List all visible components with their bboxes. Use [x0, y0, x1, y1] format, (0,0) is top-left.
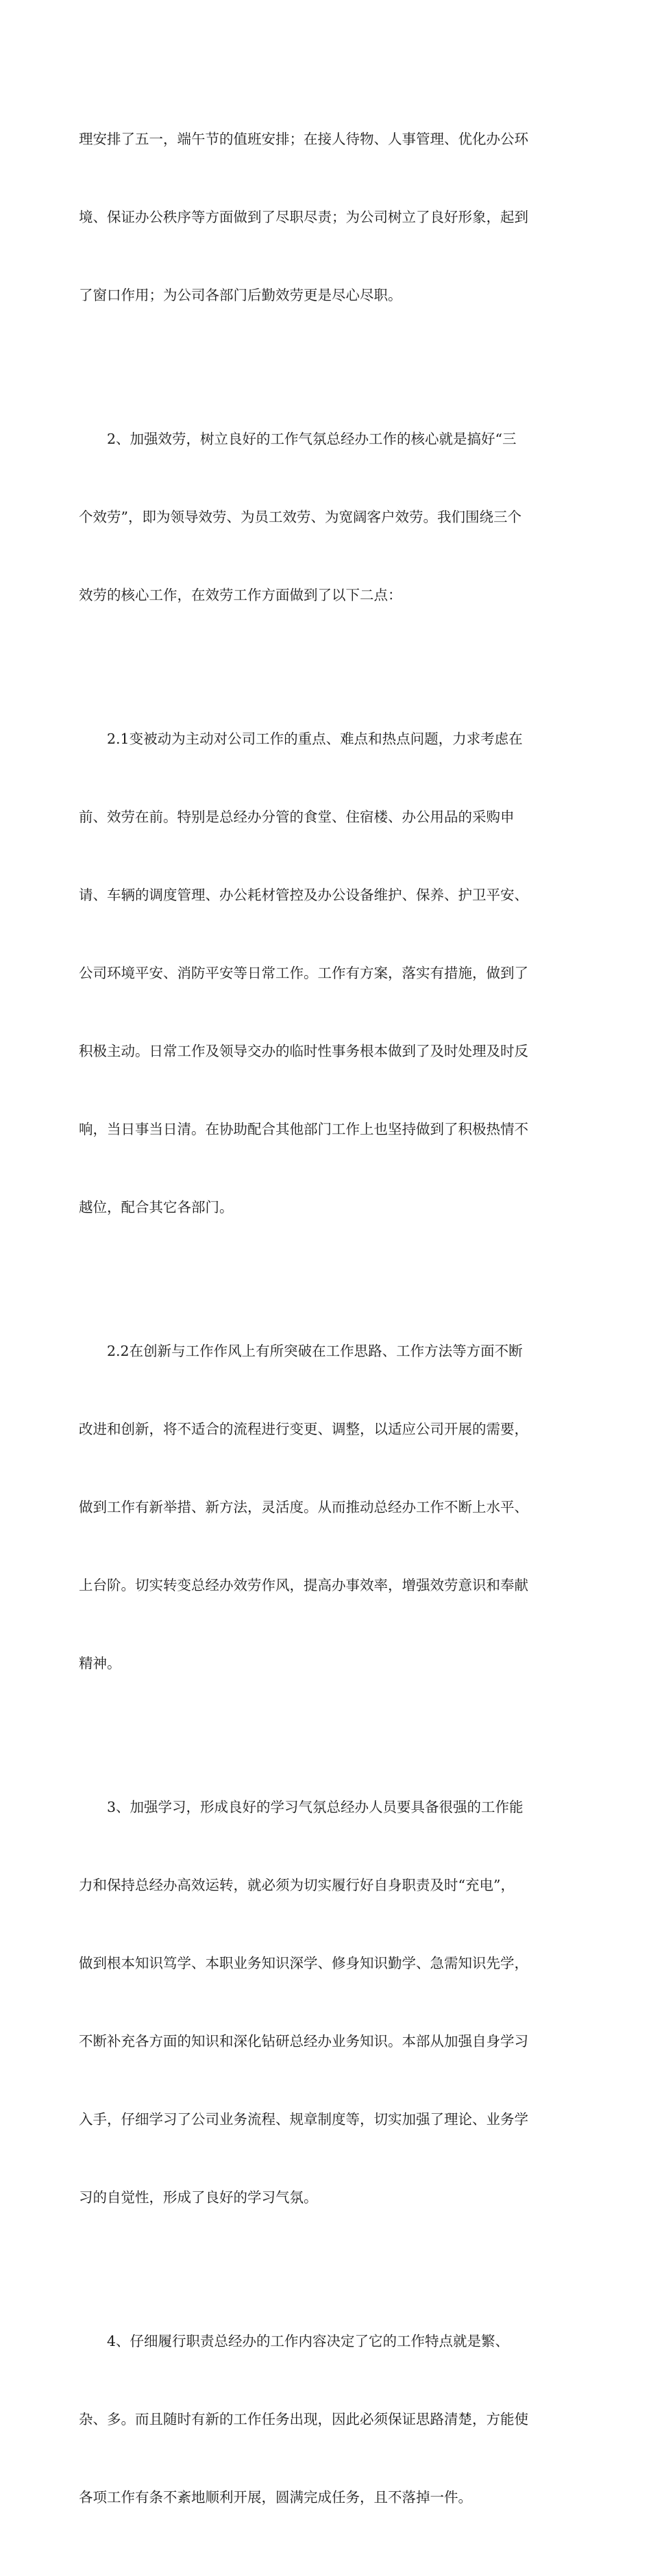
text-line: 4、仔细履行职责总经办的工作内容决定了它的工作特点就是繁、 [79, 2333, 510, 2349]
text-line: 了窗口作用；为公司各部门后勤效劳更是尽心尽职。 [79, 287, 402, 303]
paragraph-4 [79, 1286, 572, 1728]
text-line: 2.2在创新与工作作风上有所突破在工作思路、工作方法等方面不断 [79, 1343, 523, 1359]
text-line: 精神。 [79, 1655, 121, 1671]
text-line: 各项工作有条不紊地顺利开展，圆满完成任务，且不落掉一件。 [79, 2489, 472, 2505]
text-line: 效劳的核心工作，在效劳工作方面做到了以下二点： [79, 587, 402, 603]
text-line: 3、加强学习，形成良好的学习气氛总经办人员要具备很强的工作能 [79, 1799, 524, 1815]
document-body [79, 74, 572, 2576]
text-line: 上台阶。切实转变总经办效劳作风，提高办事效率，增强效劳意识和奉献 [79, 1577, 528, 1593]
text-line: 个效劳”，即为领导效劳、为员工效劳、为宽阔客户效劳。我们围绕三个 [79, 509, 521, 525]
text-line: 公司环境平安、消防平安等日常工作。工作有方案，落实有措施，做到了 [79, 965, 528, 981]
text-line: 杂、多。而且随时有新的工作任务出现，因此必须保证思路清楚，方能使 [79, 2411, 528, 2427]
text-line: 做到工作有新举措、新方法，灵活度。从而推动总经办工作不断上水平、 [79, 1499, 528, 1515]
text-line: 力和保持总经办高效运转，就必须为切实履行好自身职责及时“充电”， [79, 1877, 515, 1893]
text-line: 不断补充各方面的知识和深化钻研总经办业务知识。本部从加强自身学习 [79, 2033, 528, 2049]
paragraph-2 [79, 374, 572, 660]
text-line: 习的自觉性，形成了良好的学习气氛。 [79, 2189, 318, 2206]
paragraph-1 [79, 74, 572, 360]
paragraph-5 [79, 1742, 572, 2262]
text-line: 响，当日事当日清。在协助配合其他部门工作上也坚持做到了积极热情不 [79, 1121, 528, 1137]
text-line: 做到根本知识笃学、本职业务知识深学、修身知识勤学、急需知识先学， [79, 1955, 528, 1971]
text-line: 2.1变被动为主动对公司工作的重点、难点和热点问题，力求考虑在 [79, 731, 523, 747]
text-line: 改进和创新，将不适合的流程进行变更、调整，以适应公司开展的需要， [79, 1421, 528, 1437]
paragraph-3 [79, 674, 572, 1272]
text-line: 入手，仔细学习了公司业务流程、规章制度等，切实加强了理论、业务学 [79, 2111, 528, 2127]
text-line: 理安排了五一，端午节的值班安排；在接人待物、人事管理、优化办公环 [79, 131, 528, 147]
text-line: 2、加强效劳，树立良好的工作气氛总经办工作的核心就是搞好“三 [79, 431, 517, 447]
text-line: 境、保证办公秩序等方面做到了尽职尽责；为公司树立了良好形象，起到 [79, 209, 528, 225]
text-line: 积极主动。日常工作及领导交办的临时性事务根本做到了及时处理及时反 [79, 1043, 528, 1059]
paragraph-6 [79, 2276, 572, 2562]
text-line: 越位，配合其它各部门。 [79, 1199, 234, 1215]
text-line: 请、车辆的调度管理、办公耗材管控及办公设备维护、保养、护卫平安、 [79, 887, 528, 903]
text-line: 前、效劳在前。特别是总经办分管的食堂、住宿楼、办公用品的采购申 [79, 809, 515, 825]
